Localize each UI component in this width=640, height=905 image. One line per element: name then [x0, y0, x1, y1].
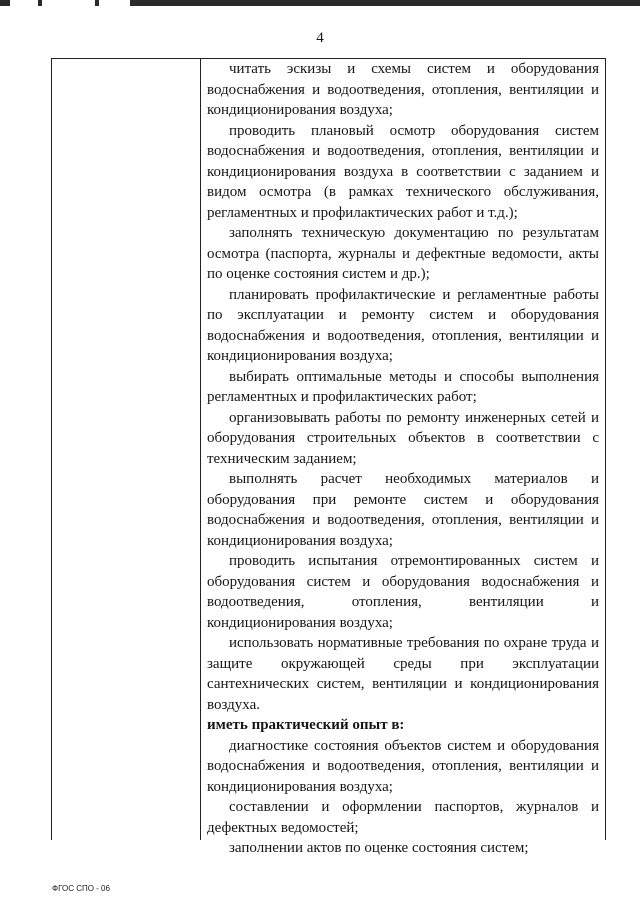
scan-top-edge [0, 0, 640, 7]
skill-paragraph: выбирать оптимальные методы и способы выполнения регламентных и профилактических работ; [207, 368, 599, 405]
skill-paragraph: организовывать работы по ремонту инженерных сетей и оборудования строительных объектов в соответствии с техническим заданием; [207, 409, 599, 467]
skill-paragraph: проводить плановый осмотр оборудования систем водоснабжения и водоотведения, отопления, вентиляции и кондиционирования воздуха в соответствии с заданием и видом осмотра (в рамках технического обслуживания, регламентных и профилактических работ и т.д.); [207, 122, 599, 221]
skills-cell [207, 59, 599, 859]
experience-paragraph: составлении и оформлении паспортов, журналов и дефектных ведомостей; [207, 799, 599, 836]
experience-paragraph: заполнении актов по оценке состояния систем; [229, 840, 529, 856]
experience-paragraph: диагностике состояния объектов систем и оборудования водоснабжения и водоотведения, отопления, вентиляции и кондиционирования воздуха; [207, 737, 599, 795]
skill-paragraph: использовать нормативные требования по охране труда и защите окружающей среды при эксплуатации сантехнических систем, вентиляции и кондиционирования воздуха. [207, 635, 599, 713]
skill-paragraph: планировать профилактические и регламентные работы по эксплуатации и ремонту систем и оборудования водоснабжения и водоотведения, отопления, вентиляции и кондиционирования воздуха; [207, 286, 599, 364]
skill-paragraph: проводить испытания отремонтированных систем и оборудования систем и оборудования водоснабжения и водоотведения, отопления, вентиляции и кондиционирования воздуха; [207, 553, 599, 631]
page-number: 4 [316, 30, 324, 46]
content-table [51, 58, 606, 856]
skill-paragraph: выполнять расчет необходимых материалов и оборудования при ремонте систем и оборудования водоснабжения и водоотведения, отопления, вентиляции и кондиционирования воздуха; [207, 471, 599, 549]
column-divider [200, 59, 201, 840]
skill-paragraph: заполнять техническую документацию по результатам осмотра (паспорта, журналы и дефектные ведомости, акты по оценке состояния систем и др.); [207, 225, 599, 282]
skill-paragraph: читать эскизы и схемы систем и оборудования водоснабжения и водоотведения, отопления, вентиляции и кондиционирования воздуха; [207, 61, 599, 118]
experience-heading: иметь практический опыт в: [207, 717, 405, 733]
footer-label: ФГОС СПО - 06 [52, 884, 110, 893]
